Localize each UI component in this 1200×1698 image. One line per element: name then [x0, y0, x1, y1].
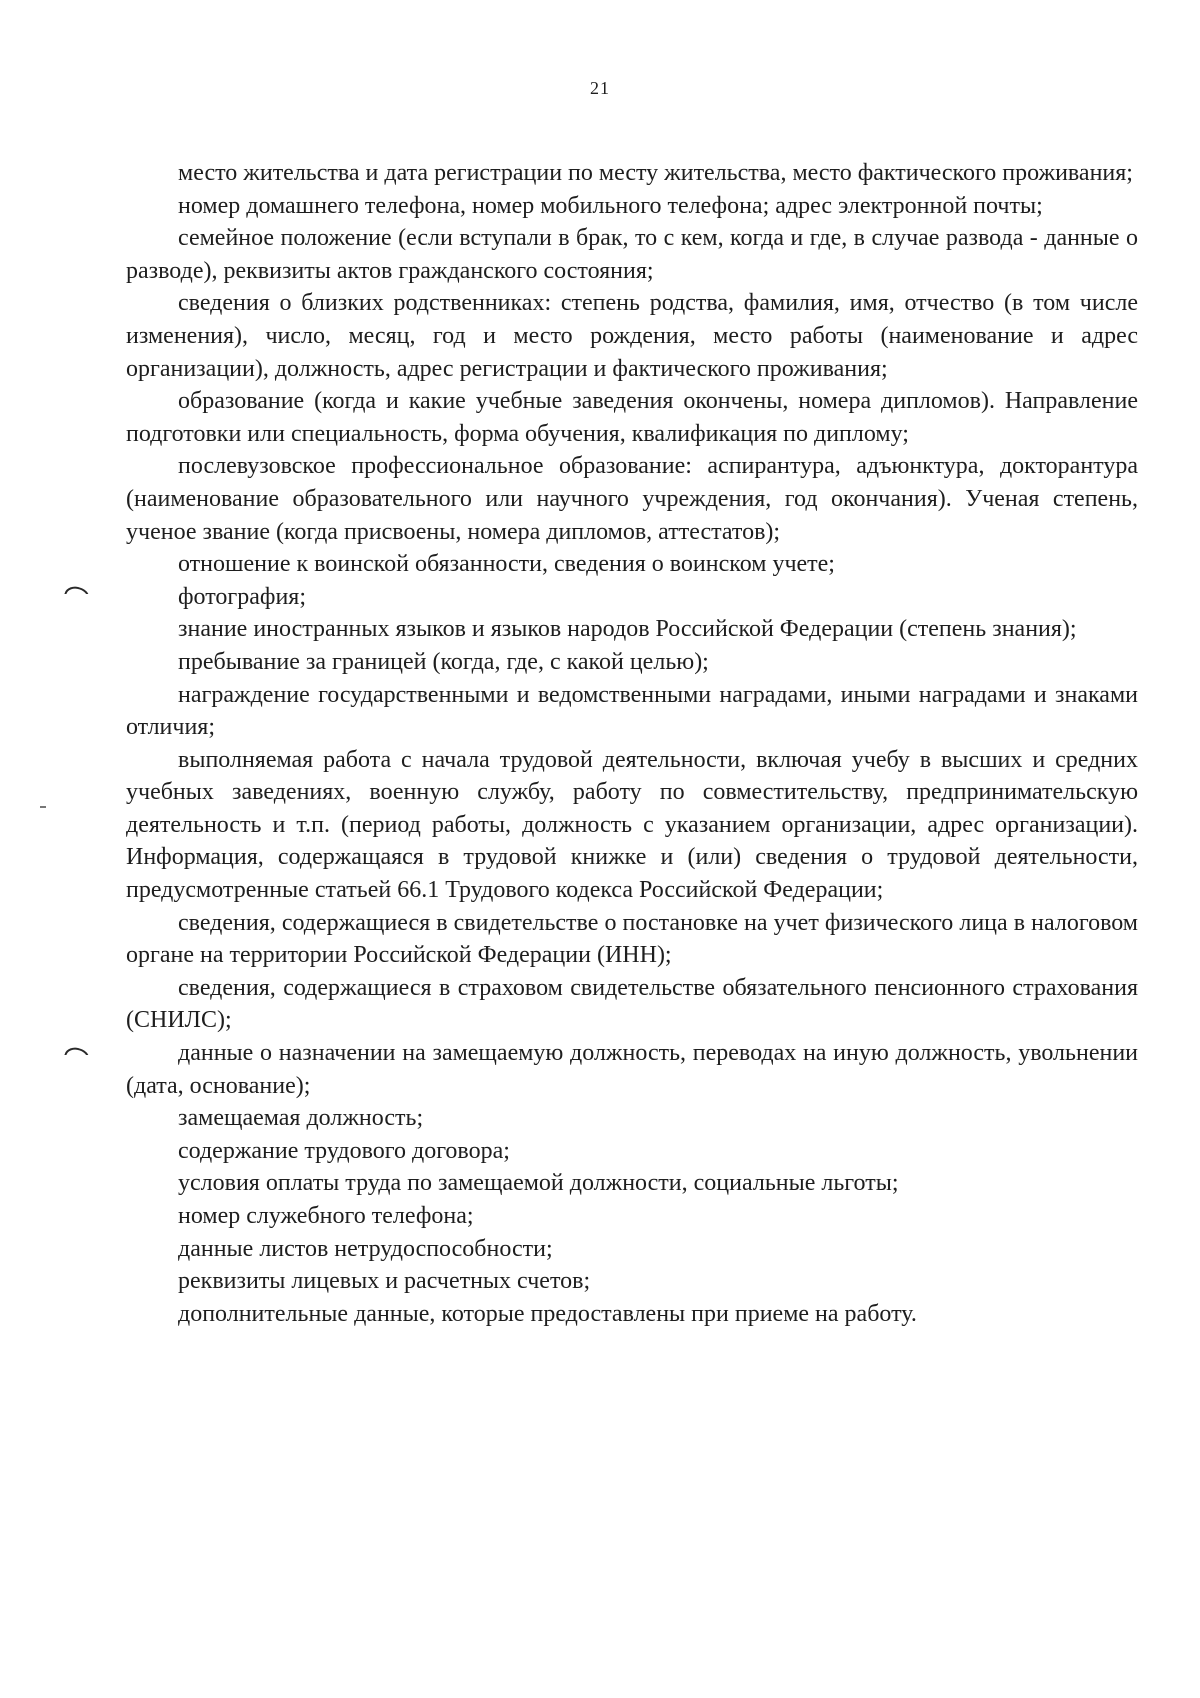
- list-item: послевузовское профессиональное образование: аспирантура, адъюнктура, докторантура (наименование образовательного или научного учреждения, год окончания). Ученая степень, ученое звание (когда присвоены, номера дипломов, аттестатов);: [126, 453, 1138, 545]
- list-item: место жительства и дата регистрации по месту жительства, место фактического проживания;: [178, 160, 1133, 186]
- scan-speck: [40, 806, 46, 808]
- document-body: [126, 157, 1138, 1330]
- list-item: реквизиты лицевых и расчетных счетов;: [178, 1268, 591, 1295]
- page-number: 21: [590, 78, 610, 98]
- list-item: сведения, содержащиеся в свидетельстве о постановке на учет физического лица в налоговом органе на территории Российской Федерации (ИНН);: [126, 909, 1138, 969]
- binding-hole-mark: [64, 584, 90, 594]
- binding-hole-mark: [64, 1045, 90, 1055]
- list-item: номер служебного телефона;: [178, 1203, 474, 1229]
- list-item: выполняемая работа с начала трудовой деятельности, включая учебу в высших и средних учебных заведениях, военную службу, работу по совместительству, предпринимательскую деятельность и т.п. (период работы, должность с указанием организации, адрес организации). Информация, содержащаяся в трудовой книжке и (или) сведения о трудовой деятельности, предусмотренные статьей 66.1 Трудового кодекса Российской Федерации;: [126, 746, 1138, 904]
- list-item: условия оплаты труда по замещаемой должности, социальные льготы;: [178, 1170, 899, 1197]
- list-item: содержание трудового договора;: [178, 1137, 510, 1164]
- list-item: знание иностранных языков и языков народов Российской Федерации (степень знания);: [178, 616, 1077, 643]
- list-item: данные о назначении на замещаемую должность, переводах на иную должность, увольнении (дата, основание);: [126, 1040, 1138, 1099]
- list-item: пребывание за границей (когда, где, с какой целью);: [178, 648, 709, 675]
- list-item: фотография;: [178, 583, 307, 610]
- list-item: образование (когда и какие учебные заведения окончены, номера дипломов). Направление подготовки или специальность, форма обучения, квалификация по диплому;: [126, 388, 1138, 447]
- list-item: сведения о близких родственниках: степень родства, фамилия, имя, отчество (в том числе изменения), число, месяц, год и место рождения, место работы (наименование и адрес организации), должность, адрес регистрации и фактического проживания;: [126, 290, 1138, 382]
- list-item: сведения, содержащиеся в страховом свидетельстве обязательного пенсионного страхования (СНИЛС);: [126, 974, 1138, 1034]
- list-item: данные листов нетрудоспособности;: [178, 1235, 553, 1262]
- list-item: замещаемая должность;: [178, 1105, 424, 1132]
- list-item: награждение государственными и ведомственными наградами, иными наградами и знаками отличия;: [126, 681, 1138, 741]
- list-item: дополнительные данные, которые предоставлены при приеме на работу.: [178, 1300, 917, 1327]
- list-item: семейное положение (если вступали в брак, то с кем, когда и где, в случае развода - данные о разводе), реквизиты актов гражданского состояния;: [126, 225, 1138, 284]
- list-item: номер домашнего телефона, номер мобильного телефона; адрес электронной почты;: [178, 192, 1043, 219]
- list-item: отношение к воинской обязанности, сведения о воинском учете;: [178, 551, 835, 578]
